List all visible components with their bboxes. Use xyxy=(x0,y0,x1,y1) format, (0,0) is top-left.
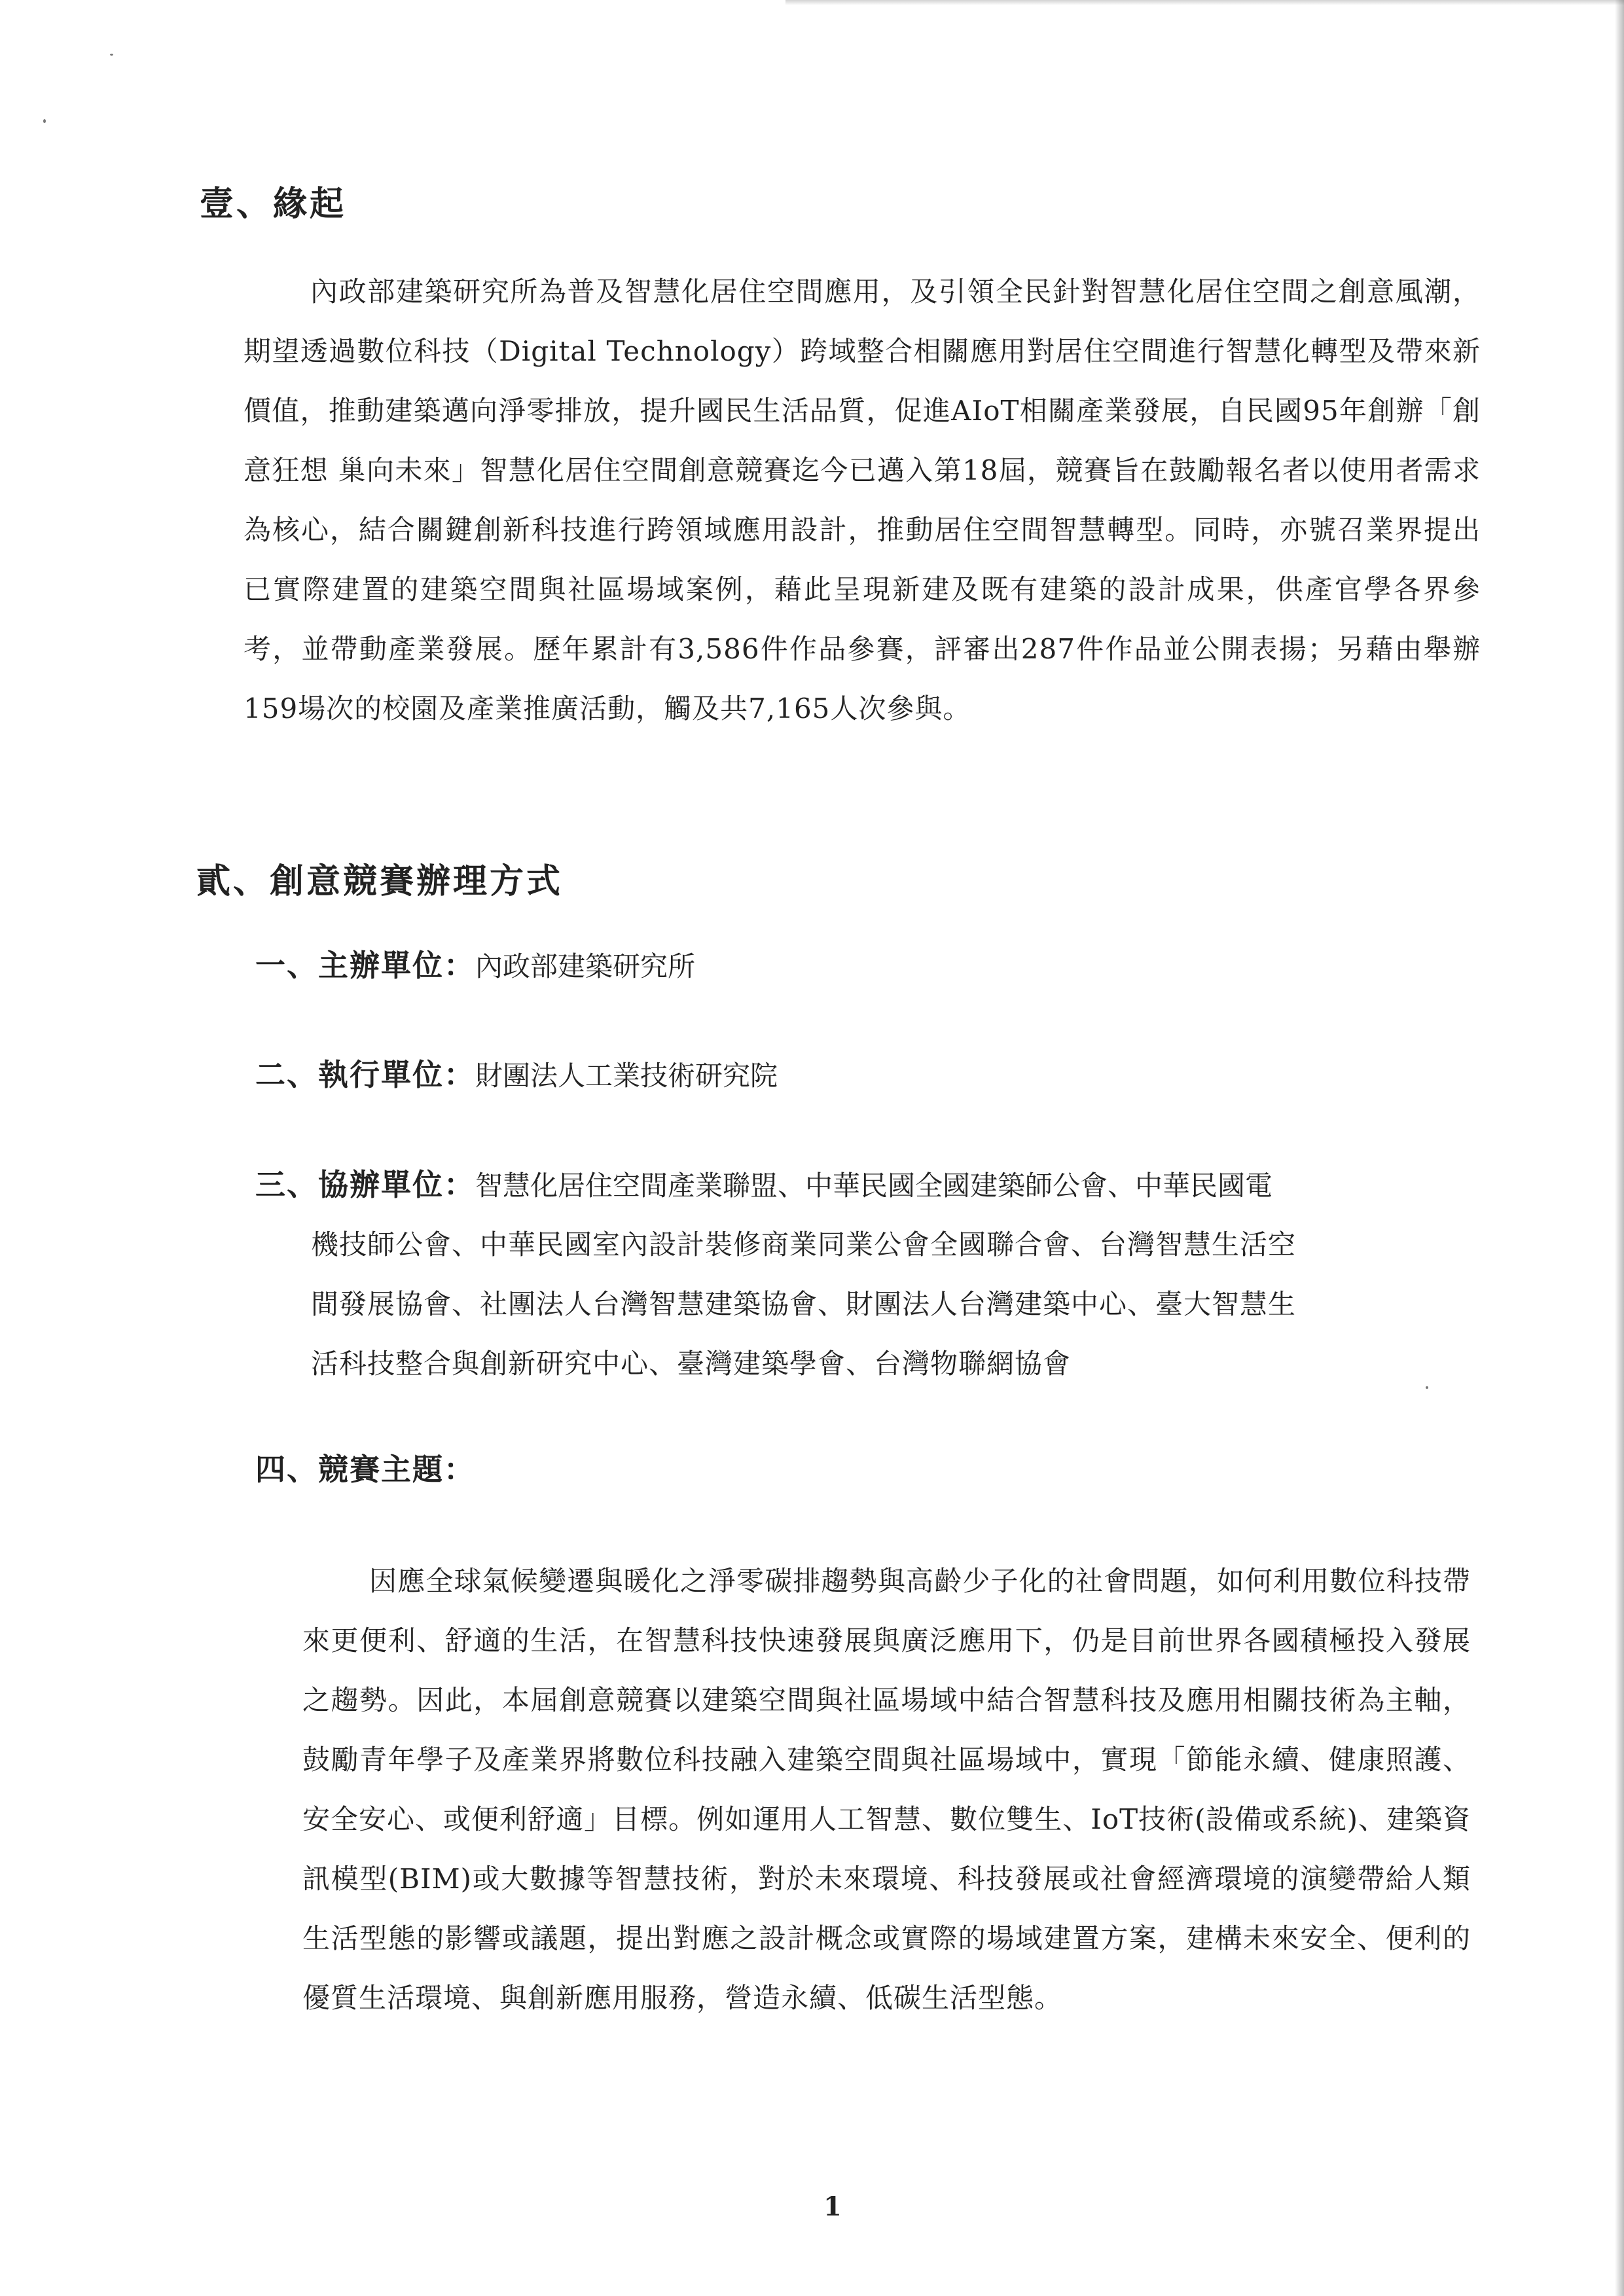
theme-paragraph: 因應全球氣候變遷與暖化之淨零碳排趨勢與高齡少子化的社會問題，如何利用數位科技帶來更便利、舒適的生活，在智慧科技快速發展與廣泛應用下，仍是目前世界各國積極投入發展之趨勢。因此，本屆創意競賽以建築空間與社區場域中結合智慧科技及應用相關技術為主軸，鼓勵青年學子及產業界將數位科技融入建築空間與社區場域中，實現「節能永續、健康照護、安全安心、或便利舒適」目標。例如運用人工智慧、數位雙生、IoT技術(設備或系統)、建築資訊模型(BIM)或大數據等智慧技術，對於未來環境、科技發展或社會經濟環境的演變帶給人類生活型態的影響或議題，提出對應之設計概念或實際的場域建置方案，建構未來安全、便利的優質生活環境、與創新應用服務，營造永續、低碳生活型態。 xyxy=(302,1565,1471,2014)
item-label: 一、主辦單位： xyxy=(255,948,475,983)
item-text: 內政部建築研究所 xyxy=(475,950,696,982)
item-text: 財團法人工業技術研究院 xyxy=(475,1060,778,1092)
continuation-line: 活科技整合與創新研究中心、臺灣建築學會、台灣物聯網協會 xyxy=(311,1348,1072,1380)
item-co-organizers xyxy=(255,1155,1272,1215)
co-organizers-continuation xyxy=(311,1215,1296,1393)
scan-shadow-top xyxy=(785,0,1624,5)
item-text: 智慧化居住空間產業聯盟、中華民國全國建築師公會、中華民國電 xyxy=(475,1170,1273,1202)
origin-paragraph: 內政部建築研究所為普及智慧化居住空間應用，及引領全民針對智慧化居住空間之創意風潮，期望透過數位科技（Digital Technology）跨域整合相關應用對居住空間進行智慧化轉型及帶來新價值，推動建築邁向淨零排放，提升國民生活品質，促進AIoT相關產業發展，自民國95年創辦「創意狂想 巢向未來」智慧化居住空間創意競賽迄今已邁入第18屆，競賽旨在鼓勵報名者以使用者需求為核心，結合關鍵創新科技進行跨領域應用設計，推動居住空間智慧轉型。同時，亦號召業界提出已實際建置的建築空間與社區場域案例，藉此呈現新建及既有建築的設計成果，供產官學各界參考，並帶動產業發展。歷年累計有3,586件作品參賽，評審出287件作品並公開表揚；另藉由舉辦159場次的校園及產業推廣活動，觸及共7,165人次參與。 xyxy=(244,276,1481,725)
scan-shadow-edge xyxy=(1615,0,1624,2296)
scan-speck xyxy=(43,119,46,123)
continuation-line: 間發展協會、社團法人台灣智慧建築協會、財團法人台灣建築中心、臺大智慧生 xyxy=(311,1288,1297,1320)
section-heading-competition: 貳、創意競賽辦理方式 xyxy=(196,861,564,901)
item-theme xyxy=(255,1440,475,1500)
scan-speck xyxy=(110,54,113,56)
section-heading-origin: 壹、緣起 xyxy=(200,184,347,224)
item-organizer xyxy=(255,936,695,996)
page-number: 1 xyxy=(823,2191,842,2222)
item-label: 三、協辦單位： xyxy=(255,1167,475,1202)
item-label: 二、執行單位： xyxy=(255,1057,475,1092)
continuation-line: 機技師公會、中華民國室內設計裝修商業同業公會全國聯合會、台灣智慧生活空 xyxy=(311,1229,1297,1261)
item-executor xyxy=(255,1045,778,1105)
item-label: 四、競賽主題： xyxy=(255,1452,475,1487)
scan-speck xyxy=(1426,1386,1428,1389)
